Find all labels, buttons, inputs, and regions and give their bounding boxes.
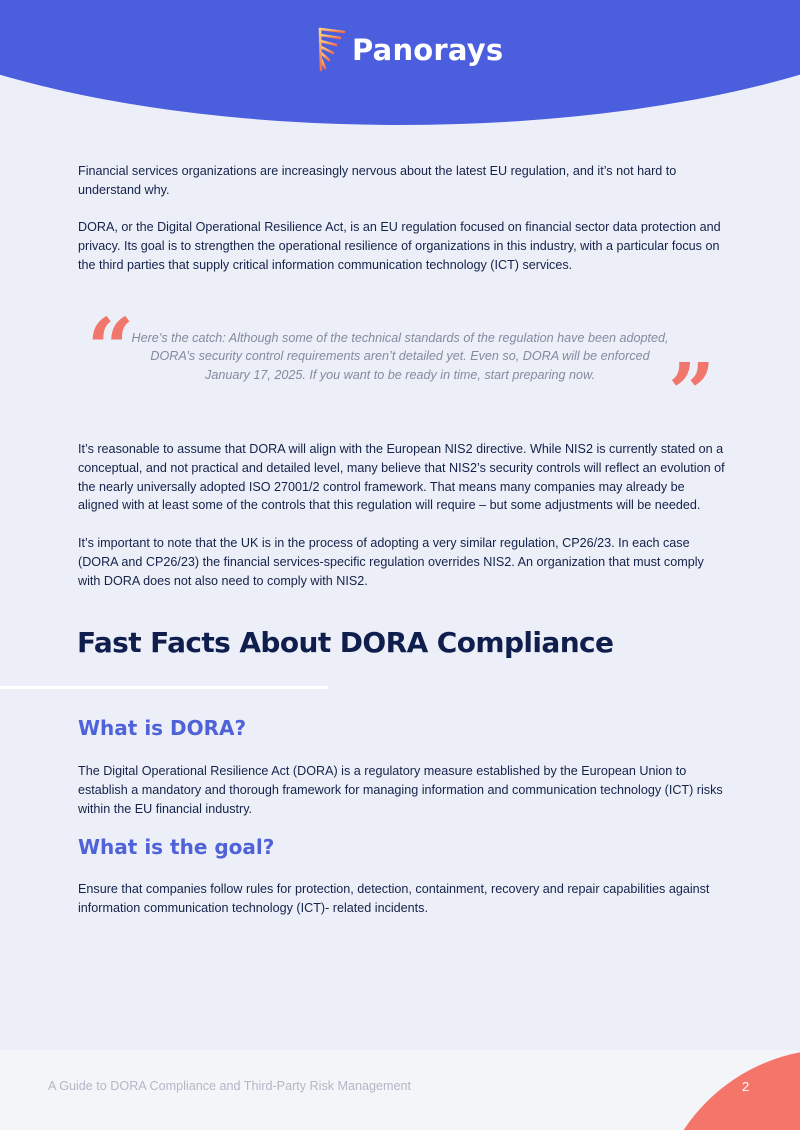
nis2-paragraph: It’s reasonable to assume that DORA will align with the European NIS2 directive. While NIS2 is currently stated on a conceptual, and not practical and detailed level, many believe that NIS2’s security controls will reflect an evolution of the nearly universally adopted ISO 27001/2 control framework. That means many companies may already be aligned with at least some of the controls that this regulation will require – but some adjustments will be needed. bbox=[78, 442, 725, 513]
page-number: 2 bbox=[742, 1079, 750, 1094]
intro-paragraph-2: DORA, or the Digital Operational Resilience Act, is an EU regulation focused on financial sector data protection and privacy. Its goal is to strengthen the operational resilience of organizations in this industry, with a particular focus on the third parties that supply critical information communication technology (ICT) services. bbox=[78, 220, 721, 272]
open-quote-icon: “ bbox=[87, 301, 135, 397]
what-is-dora-heading: What is DORA? bbox=[78, 716, 247, 740]
intro-paragraph-1: Financial services organizations are increasingly nervous about the latest EU regulation, and it’s not hard to understand why. bbox=[78, 164, 677, 197]
brand-logo bbox=[318, 26, 503, 74]
close-quote-icon: ” bbox=[668, 346, 716, 442]
uk-paragraph: It’s important to note that the UK is in the process of adopting a very similar regulation, CP26/23. In each case (DORA and CP26/23) the financial services-specific regulation overrides NIS2. An organization that must comply with DORA does not also need to comply with NIS2. bbox=[78, 536, 704, 588]
brand-name: Panorays bbox=[352, 33, 504, 67]
goal-heading: What is the goal? bbox=[78, 835, 275, 859]
section-title: Fast Facts About DORA Compliance bbox=[77, 626, 614, 659]
section-divider bbox=[0, 686, 328, 689]
what-is-dora-body: The Digital Operational Resilience Act (DORA) is a regulatory measure established by the European Union to establish a mandatory and thorough framework for managing information and communication technology (ICT) risks within the EU financial industry. bbox=[78, 764, 723, 816]
goal-body: Ensure that companies follow rules for protection, detection, containment, recovery and repair capabilities against information communication technology (ICT)- related incidents. bbox=[78, 882, 710, 915]
footer-guide-title: A Guide to DORA Compliance and Third-Party Risk Management bbox=[48, 1079, 412, 1093]
pull-quote: Here’s the catch: Although some of the technical standards of the regulation have been adopted, DORA’s security control requirements aren’t detailed yet. Even so, DORA will be enforced January 17, 2025. If you want to be ready in time, start preparing now. bbox=[131, 331, 669, 382]
panorays-stripes-logo-icon bbox=[318, 26, 348, 74]
